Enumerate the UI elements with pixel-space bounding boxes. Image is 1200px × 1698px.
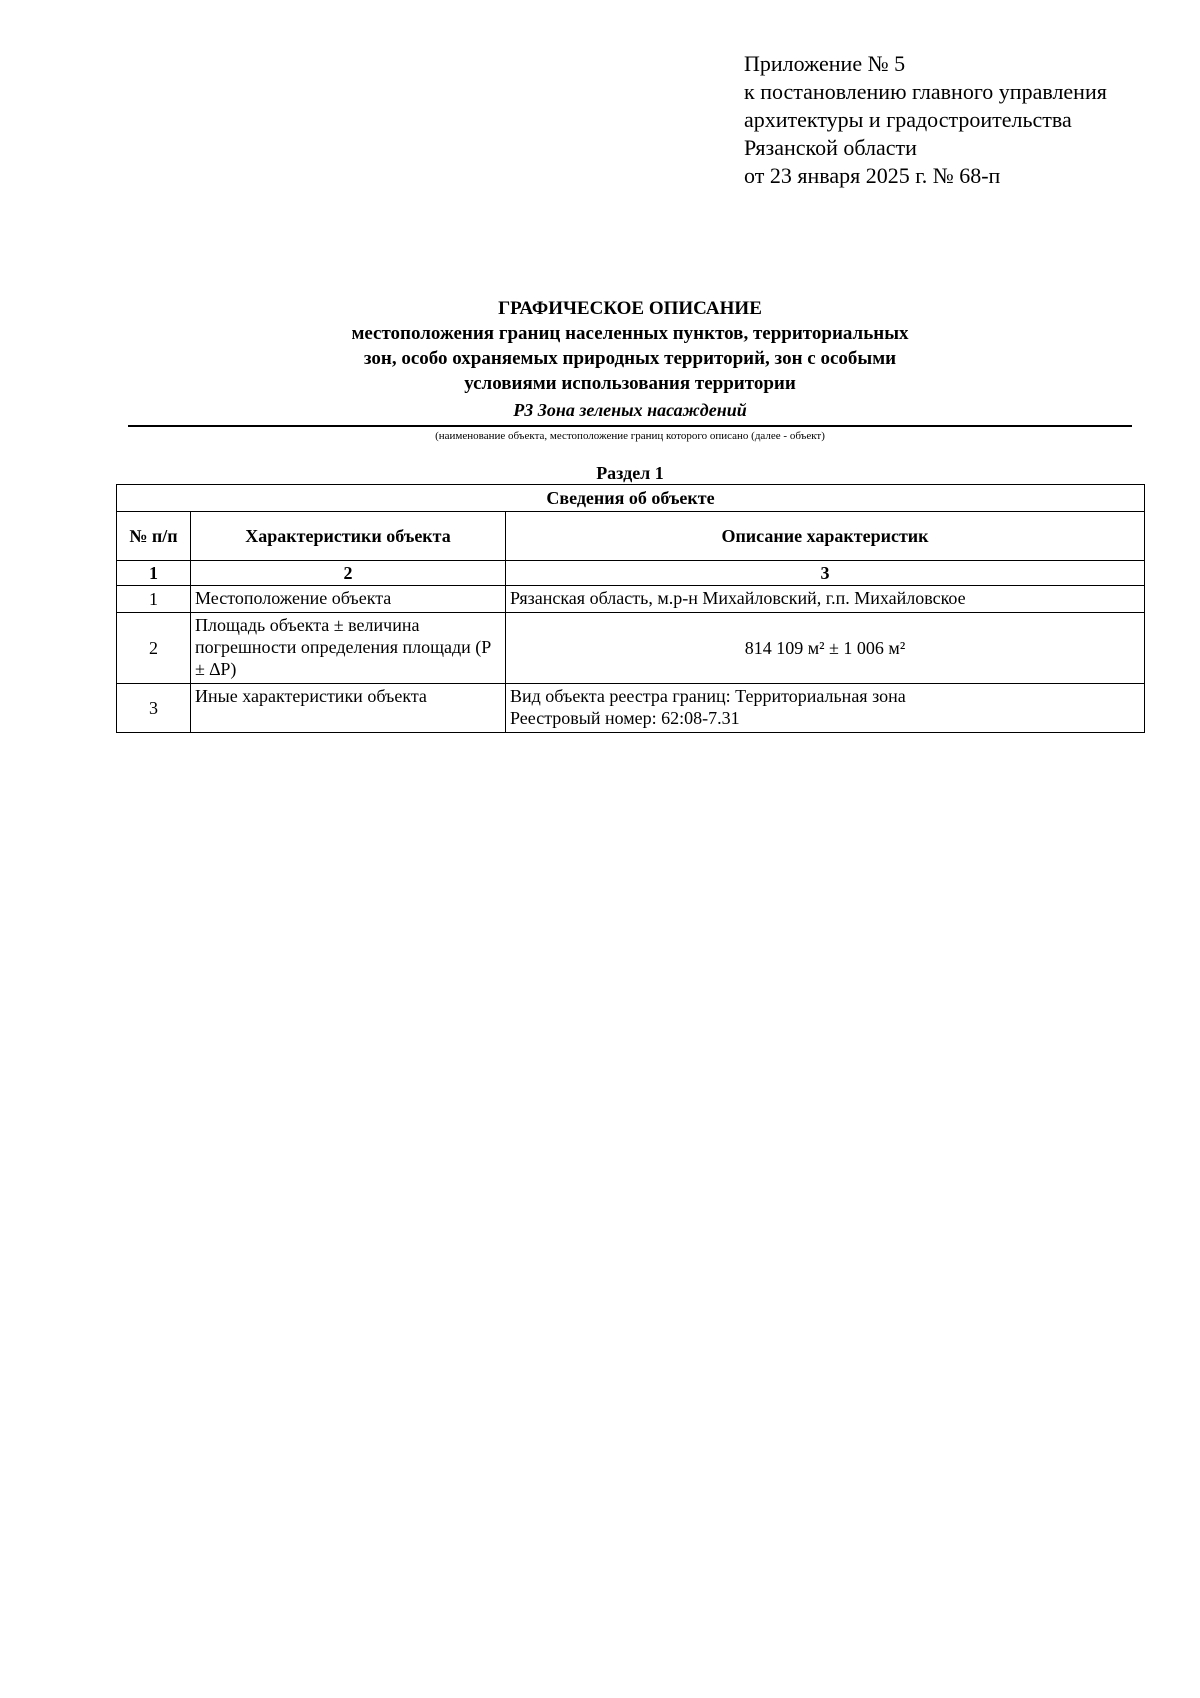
table-caption: Сведения об объекте	[117, 485, 1145, 512]
document-subtitle-line: местоположения границ населенных пунктов, территориальных	[351, 323, 909, 344]
header-characteristic: Характеристики объекта	[191, 512, 506, 561]
header-number: № п/п	[117, 512, 191, 561]
table-header-row	[117, 512, 1145, 561]
header-description: Описание характеристик	[506, 512, 1145, 561]
row-characteristic: Местоположение объекта	[191, 586, 506, 613]
document-subtitle-line: условиями использования территории	[464, 373, 796, 394]
appendix-line: к постановлению главного управления	[744, 79, 1107, 104]
document-title-block	[128, 296, 1132, 396]
row-description	[506, 586, 1145, 613]
row-number: 3	[117, 684, 191, 733]
document-subtitle-line: зон, особо охраняемых природных территорий, зон с особыми	[363, 348, 897, 369]
row-number: 1	[117, 586, 191, 613]
table-row	[117, 586, 1145, 613]
index-cell: 2	[191, 561, 506, 586]
object-name-underline	[128, 425, 1132, 427]
index-cell: 3	[506, 561, 1145, 586]
table-row	[117, 684, 1145, 733]
appendix-block	[744, 50, 1107, 190]
section-title: Раздел 1	[596, 463, 664, 483]
table-row	[117, 613, 1145, 684]
row-number: 2	[117, 613, 191, 684]
table-caption-row	[117, 485, 1145, 512]
row-description-line: Вид объекта реестра границ: Территориальная зона	[510, 686, 906, 706]
row-description-line: 814 109 м² ± 1 006 м²	[744, 638, 906, 658]
table-index-row	[117, 561, 1145, 586]
row-description	[506, 684, 1145, 733]
row-description	[506, 613, 1145, 684]
object-name: Р3 Зона зеленых насаждений	[513, 400, 747, 420]
appendix-line: Рязанской области	[744, 135, 917, 160]
object-info-table	[116, 484, 1145, 733]
object-name-caption: (наименование объекта, местоположение границ которого описано (далее - объект)	[435, 430, 825, 442]
appendix-line: от 23 января 2025 г. № 68-п	[744, 163, 1001, 188]
document-title: ГРАФИЧЕСКОЕ ОПИСАНИЕ	[498, 298, 762, 319]
row-description-line: Реестровый номер: 62:08-7.31	[510, 708, 740, 728]
row-description-line: Рязанская область, м.р-н Михайловский, г.п. Михайловское	[510, 588, 966, 608]
appendix-line: Приложение № 5	[744, 51, 906, 76]
row-characteristic: Площадь объекта ± величина погрешности определения площади (Р ± ∆Р)	[191, 613, 506, 684]
row-characteristic: Иные характеристики объекта	[191, 684, 506, 733]
appendix-line: архитектуры и градостроительства	[744, 107, 1072, 132]
index-cell: 1	[117, 561, 191, 586]
